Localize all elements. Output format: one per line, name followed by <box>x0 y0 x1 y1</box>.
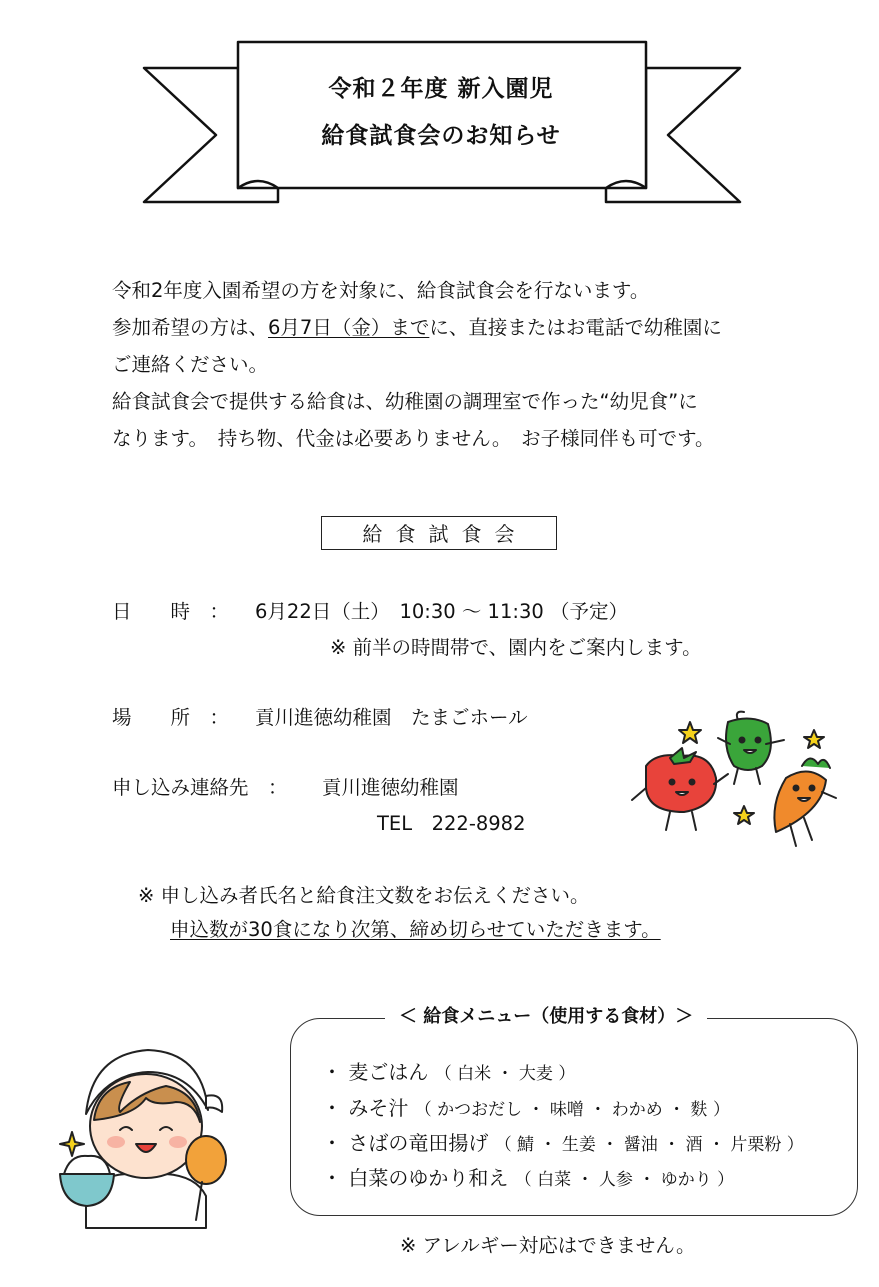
menu-item-name: ・ 麦ごはん <box>322 1060 429 1084</box>
menu-item <box>322 1092 730 1121</box>
deadline-text: 6月7日（金）まで <box>268 316 430 339</box>
star-icon <box>679 722 701 743</box>
vegetables-illustration <box>626 708 846 858</box>
place-value: 貢川進徳幼稚園 たまごホール <box>255 706 528 729</box>
intro-text: 参加希望の方は、 <box>112 316 269 339</box>
menu-item-ingredients: （ 白菜 ・ 人参 ・ ゆかり ） <box>514 1170 735 1190</box>
tomato-icon <box>632 748 728 830</box>
menu-item-ingredients: （ 白米 ・ 大麦 ） <box>434 1064 576 1084</box>
intro-paragraph <box>112 272 832 457</box>
cook-illustration <box>56 1036 236 1231</box>
menu-title: ＜ 給食メニュー（使用する食材）＞ <box>385 1002 707 1028</box>
contact-value: 貢川進徳幼稚園 <box>322 776 459 799</box>
menu-item-ingredients: （ かつおだし ・ 味噌 ・ わかめ ・ 麩 ） <box>414 1100 730 1120</box>
menu-item <box>322 1056 575 1085</box>
contact-label: 申し込み連絡先 ： <box>112 776 288 799</box>
star-icon <box>804 730 824 748</box>
datetime-label: 日 時 ： <box>112 600 230 623</box>
notice-line: ※ 申し込み者氏名と給食注文数をお伝えください。 <box>138 884 590 907</box>
datetime-value: 6月22日（土） 10:30 ～ 11:30 （予定） <box>255 600 628 623</box>
menu-item <box>322 1162 734 1191</box>
section-heading: 給食試食会 <box>321 516 557 550</box>
intro-line: 給食試食会で提供する給食は、幼稚園の調理室で作った“幼児食”に <box>112 390 698 413</box>
place-label: 場 所 ： <box>112 706 230 729</box>
menu-item-name: ・ さばの竜田揚げ <box>322 1131 489 1155</box>
deadline-notice: 申込数が30食になり次第、締め切らせていただきます。 <box>170 918 661 941</box>
sparkle-icon <box>60 1132 84 1156</box>
menu-item-ingredients: （ 鯖 ・ 生姜 ・ 醤油 ・ 酒 ・ 片栗粉 ） <box>494 1135 804 1155</box>
menu-item <box>322 1127 804 1156</box>
menu-item-name: ・ みそ汁 <box>322 1096 409 1120</box>
menu-item-name: ・ 白菜のゆかり和え <box>322 1166 509 1190</box>
title-line-2: 給食試食会のお知らせ <box>321 123 561 149</box>
star-icon <box>734 806 754 824</box>
title-line-1: 令和２年度 新入園児 <box>328 76 554 102</box>
intro-line: 令和2年度入園希望の方を対象に、給食試食会を行ないます。 <box>112 279 650 302</box>
ladle-icon <box>186 1136 226 1184</box>
contact-tel: TEL 222-8982 <box>377 812 526 835</box>
carrot-icon <box>774 758 836 846</box>
allergy-note: ※ アレルギー対応はできません。 <box>400 1234 696 1257</box>
intro-line <box>112 309 832 346</box>
datetime-note: ※ 前半の時間帯で、園内をご案内します。 <box>330 636 702 659</box>
intro-line: なります。 持ち物、代金は必要ありません。 お子様同伴も可です。 <box>112 427 715 450</box>
intro-text: に、直接またはお電話で幼稚園に <box>429 316 722 339</box>
intro-line: ご連絡ください。 <box>112 353 269 376</box>
